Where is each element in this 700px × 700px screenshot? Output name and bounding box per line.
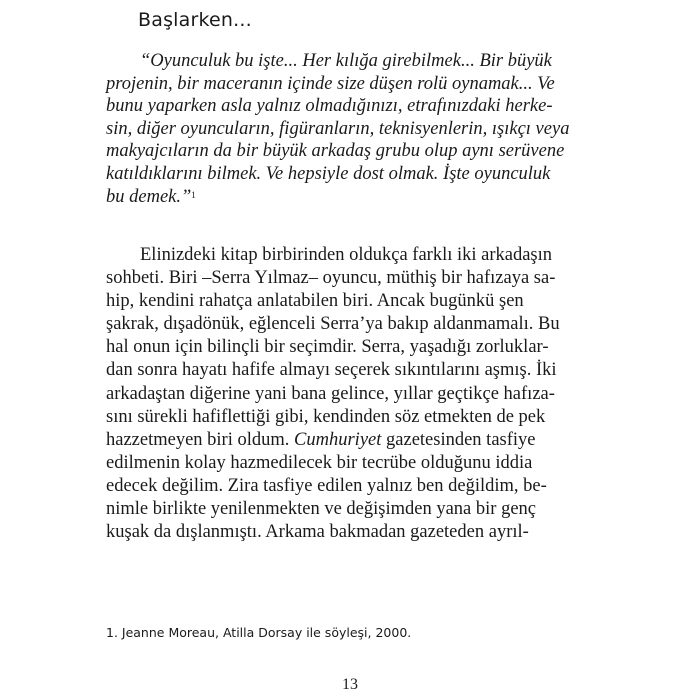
quote-line: bu demek.”	[106, 186, 192, 207]
quote-line: katıldıklarını bilmek. Ve hepsiyle dost olmak. İşte oyunculuk	[106, 163, 551, 184]
body-line: şakrak, dışadönük, eğlenceli Serra’ya bakıp aldanmamalı. Bu	[106, 314, 560, 335]
page-number: 13	[342, 676, 358, 693]
body-line: edecek değilim. Zira tasfiye edilen yalnız ben değildim, be-	[106, 475, 547, 496]
body-text-segment: gazetesinden tasfiye	[386, 429, 536, 450]
section-heading: Başlarken...	[138, 9, 252, 31]
quote-line: sin, diğer oyuncuların, figüranların, teknisyenlerin, ışıkçı veya	[106, 118, 570, 139]
body-line-with-italic	[106, 429, 596, 452]
body-line: hip, kendini rahatça anlatabilen biri. Ancak bugünkü şen	[106, 291, 524, 312]
body-line: Elinizdeki kitap birbirinden oldukça farklı iki arkadaşın	[140, 245, 553, 265]
quote-line: bunu yaparken asla yalnız olmadığınızı, etrafınızdaki herke-	[106, 96, 553, 117]
newspaper-name: Cumhuriyet	[294, 429, 382, 450]
quote-line-last	[106, 186, 596, 209]
epigraph-quote	[106, 50, 596, 208]
footnote: 1. Jeanne Moreau, Atilla Dorsay ile söyleşi, 2000.	[106, 625, 412, 640]
body-line: sohbeti. Biri –Serra Yılmaz– oyuncu, müthiş bir hafızaya sa-	[106, 268, 556, 289]
body-line: dan sonra hayatı hafife almayı seçerek sıkıntılarını aşmış. İki	[106, 360, 557, 381]
body-line: edilmenin kolay hazmedilecek bir tecrübe olduğunu iddia	[106, 452, 533, 473]
quote-line: “Oyunculuk bu işte... Her kılığa girebilmek... Bir büyük	[140, 51, 552, 71]
body-line: arkadaştan diğerine yani bana gelince, yıllar geçtikçe hafıza-	[106, 383, 555, 404]
body-line: sını sürekli hafiflettiği gibi, kendinden söz etmekten de pek	[106, 406, 546, 427]
footnote-reference[interactable]: 1	[191, 189, 196, 200]
body-line: nimle birlikte yenilenmekten ve değişimden yana bir genç	[106, 499, 536, 520]
body-text-segment: hazzetmeyen biri oldum.	[106, 429, 290, 450]
body-paragraph	[106, 244, 596, 544]
quote-line: projenin, bir maceranın içinde size düşen rolü oynamak... Ve	[106, 73, 555, 94]
body-line: hal onun için bilinçli bir seçimdir. Serra, yaşadığı zorluklar-	[106, 337, 549, 358]
quote-line: makyajcıların da bir büyük arkadaş grubu olup aynı serüvene	[106, 141, 565, 162]
body-line: kuşak da dışlanmıştı. Arkama bakmadan gazeteden ayrıl-	[106, 522, 529, 543]
